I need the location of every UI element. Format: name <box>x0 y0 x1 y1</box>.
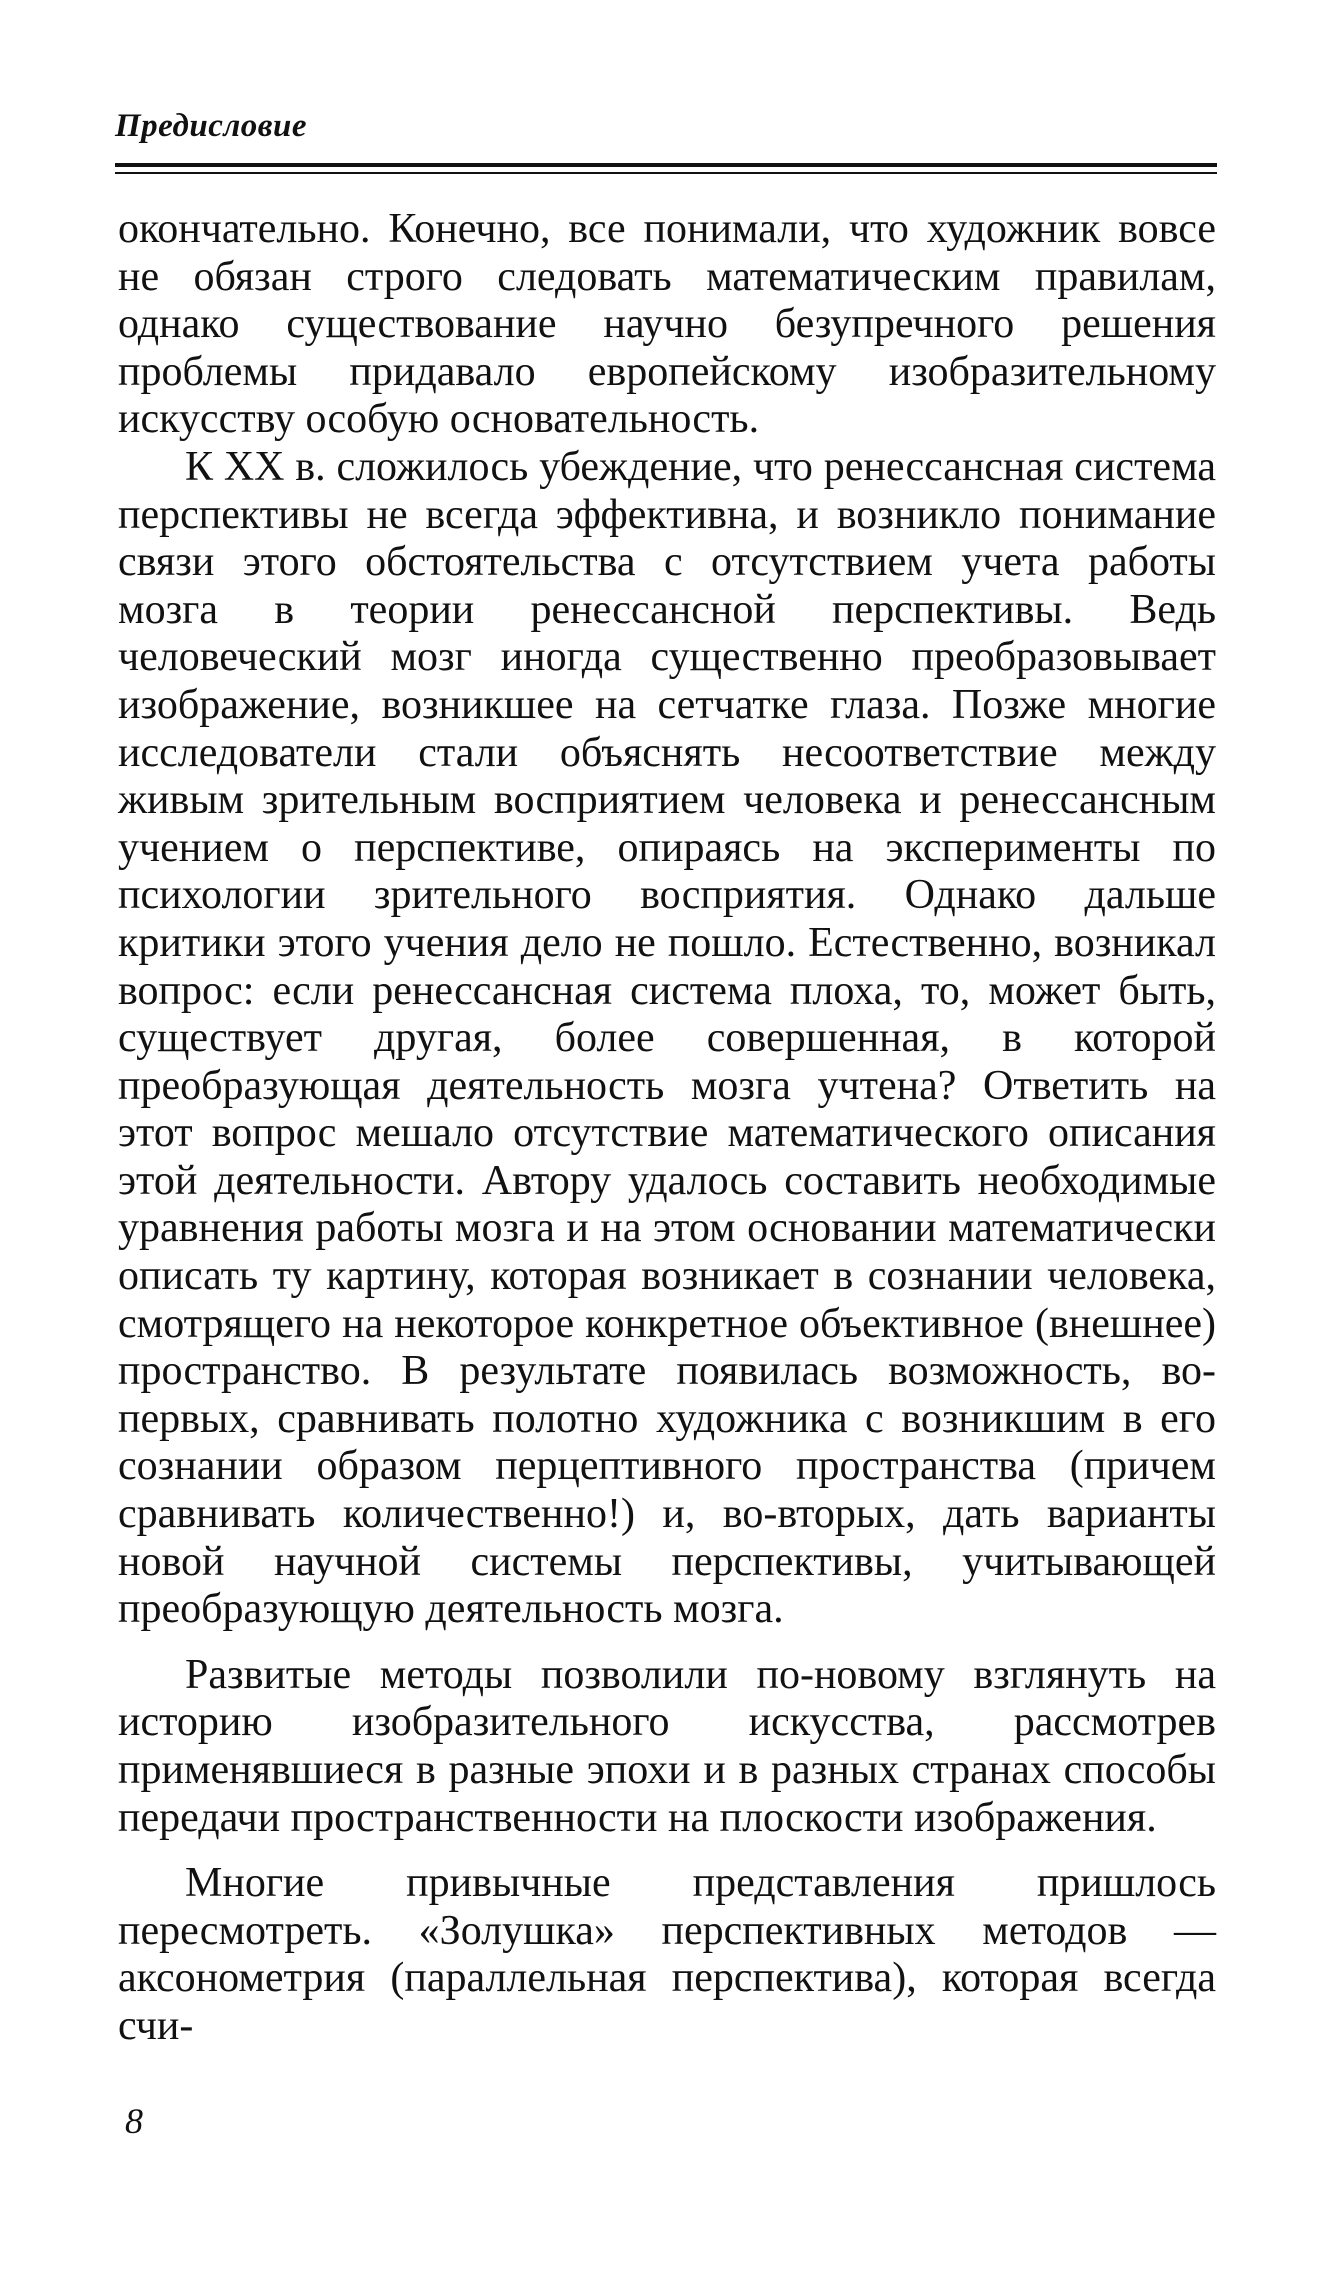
paragraph-1: окончательно. Конечно, все понимали, что художник вовсе не обязан строго следовать математическим правилам, однако существование научно безупречного решения проблемы придавало европейскому изобразительному искусству особую основательность. <box>118 206 1216 443</box>
header-rule-thick <box>115 163 1217 167</box>
paragraph-4: Многие привычные представления пришлось пересмотреть. «Золушка» перспективных методов — аксонометрия (параллельная перспектива), которая всегда счи- <box>118 1860 1216 2049</box>
header-rule-thin <box>115 172 1217 174</box>
paragraph-3: Развитые методы позволили по-новому взглянуть на историю изобразительного искусства, рассмотрев применявшиеся в разные эпохи и в разных странах способы передачи пространственности на плоскости изображения. <box>118 1651 1216 1841</box>
body-text <box>118 206 1216 2051</box>
page-number: 8 <box>125 2101 143 2141</box>
running-head: Предисловие <box>115 108 308 144</box>
paragraph-2: К XX в. сложилось убеждение, что ренессансная система перспективы не всегда эффективна, и возникло понимание связи этого обстоятельства с отсутствием учета работы мозга в теории ренессансной перспективы. Ведь человеческий мозг иногда существенно преобразовывает изображение, возникшее на сетчатке глаза. Позже многие исследователи стали объяснять несоответствие между живым зрительным восприятием человека и ренессансным учением о перспективе, опираясь на эксперименты по психологии зрительного восприятия. Однако дальше критики этого учения дело не пошло. Естественно, возникал вопрос: если ренессансная система плоха, то, может быть, существует другая, более совершенная, в которой преобразующая деятельность мозга учтена? Ответить на этот вопрос мешало отсутствие математического описания этой деятельности. Автору удалось составить необходимые уравнения работы мозга и на этом основании математически описать ту картину, которая возникает в сознании человека, смотрящего на некоторое конкретное объективное (внешнее) пространство. В результате появилась возможность, во-первых, сравнивать полотно художника с возникшим в его сознании образом перцептивного пространства (причем сравнивать количественно!) и, во-вторых, дать варианты новой научной системы перспективы, учитывающей преобразующую деятельность мозга. <box>118 443 1216 1633</box>
